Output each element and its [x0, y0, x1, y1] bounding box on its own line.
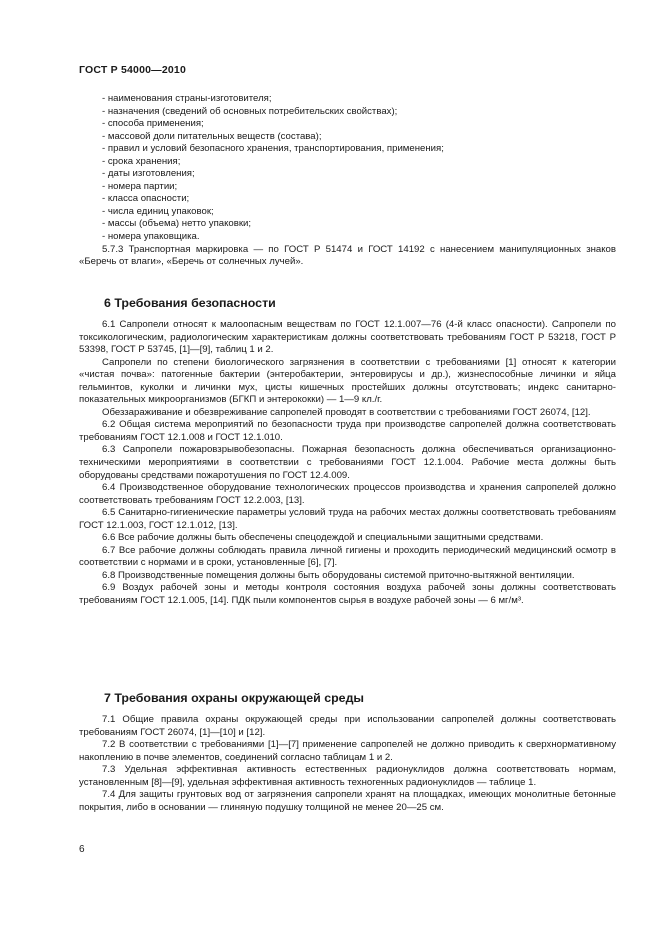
paragraph: 6.6 Все рабочие должны быть обеспечены спецодеждой и специальными защитными средствами. — [102, 532, 544, 544]
list-item: - номера партии; — [102, 181, 616, 194]
paragraph: 7.1 Общие правила охраны окружающей среды при использовании сапропелей должны соответствовать требованиям ГОСТ 26074, [1]—[10] и [12]. — [79, 714, 616, 738]
list-item: - даты изготовления; — [102, 168, 616, 181]
section-6-title: 6 Требования безопасности — [104, 296, 276, 310]
marking-list-block — [79, 93, 616, 269]
paragraph: 6.8 Производственные помещения должны быть оборудованы системой приточно-вытяжной вентиляции. — [102, 569, 575, 581]
list-item: - класса опасности; — [102, 193, 616, 206]
section-7-body — [79, 714, 616, 814]
paragraph: 7.4 Для защиты грунтовых вод от загрязнения сапропели хранят на площадках, имеющих монолитные бетонные покрытия, либо в основании — глиняную подушку толщиной не менее 20—25 см. — [79, 789, 616, 813]
list-item: - массы (объема) нетто упаковки; — [102, 218, 616, 231]
paragraph: 6.5 Санитарно-гигиенические параметры условий труда на рабочих местах должны соответствовать требованиям ГОСТ 12.1.003, ГОСТ 12.1.012, [13]. — [79, 507, 616, 531]
list-item: - числа единиц упаковок; — [102, 206, 616, 219]
paragraph: 7.2 В соответствии с требованиями [1]—[7] применение сапропелей не должно приводить к сверхнормативному накоплению в почве элементов, соединений согласно таблицам 1 и 2. — [79, 739, 616, 763]
marking-list — [79, 93, 616, 244]
paragraph: 6.1 Сапропели относят к малоопасным веществам по ГОСТ 12.1.007—76 (4-й класс опасности). Сапропели по токсикологическим, радиологическим характеристикам должны соответствовать требованиям ГОСТ Р 53218, ГОСТ Р 53398, ГОСТ Р 53745, [1]—[9], таблиц 1 и 2. — [79, 319, 616, 356]
paragraph: 6.9 Воздух рабочей зоны и методы контроля состояния воздуха рабочей зоны должны соответствовать требованиям ГОСТ 12.1.005, [14]. ПДК пыли компонентов сырья в воздухе рабочей зоны — 6 мг/м³. — [79, 582, 616, 607]
paragraph: 6.7 Все рабочие должны соблюдать правила личной гигиены и проходить периодический медицинский осмотр в соответствии с нормами и в сроки, установленные [6], [7]. — [79, 544, 616, 569]
list-item: - наименования страны-изготовителя; — [102, 93, 616, 106]
list-item: - назначения (сведений об основных потребительских свойствах); — [102, 106, 616, 119]
list-item: - массовой доли питательных веществ (состава); — [102, 131, 616, 144]
list-item: - способа применения; — [102, 118, 616, 131]
paragraph: 6.4 Производственное оборудование технологических процессов производства и хранения сапропелей должно соответствовать требованиям ГОСТ 12.2.003, [13]. — [79, 482, 616, 506]
section-7-title: 7 Требования охраны окружающей среды — [104, 691, 365, 705]
page-number: 6 — [79, 844, 85, 855]
paragraph: Обеззараживание и обезвреживание сапропелей проводят в соответствии с требованиями ГОСТ 26074, [12]. — [102, 406, 591, 418]
paragraph: Сапропели по степени биологического загрязнения в соответствии с требованиями [1] относят к категории «чистая почва»: патогенные бактерии (энтеробактерии, энтеровирусы и др.), жизнеспособные личинки и яйца гельминтов, куколки и личинки мух, цисты кишечных простейших должны отсутствовать; индекс санитарно-показательных микроорганизмов (БГКП и энтерококки) — 1—9 кл./г. — [79, 356, 616, 406]
list-item: - номера упаковщика. — [102, 231, 616, 244]
paragraph: 6.2 Общая система мероприятий по безопасности труда при производстве сапропелей должна соответствовать требованиям ГОСТ 12.1.008 и ГОСТ 12.1.010. — [79, 419, 616, 443]
paragraph-5-7-3: 5.7.3 Транспортная маркировка — по ГОСТ Р 51474 и ГОСТ 14192 с нанесением манипуляционных знаков «Беречь от влаги», «Беречь от солнечных лучей». — [79, 243, 616, 268]
standard-header: ГОСТ Р 54000—2010 — [79, 64, 187, 76]
section-6-body — [79, 319, 616, 608]
list-item: - срока хранения; — [102, 156, 616, 169]
paragraph: 6.3 Сапропели пожаровзрывобезопасны. Пожарная безопасность должна обеспечиваться организационно-техническими мероприятиями в соответствии с требованиями ГОСТ 12.1.004. Рабочие места должны быть оборудованы средствами пожаротушения по ГОСТ 12.4.009. — [79, 444, 616, 481]
list-item: - правил и условий безопасного хранения, транспортирования, применения; — [102, 143, 616, 156]
paragraph: 7.3 Удельная эффективная активность естественных радионуклидов должна соответствовать нормам, установленным [8]—[9], удельная эффективная активность техногенных радионуклидов — таблице 1. — [79, 764, 616, 788]
